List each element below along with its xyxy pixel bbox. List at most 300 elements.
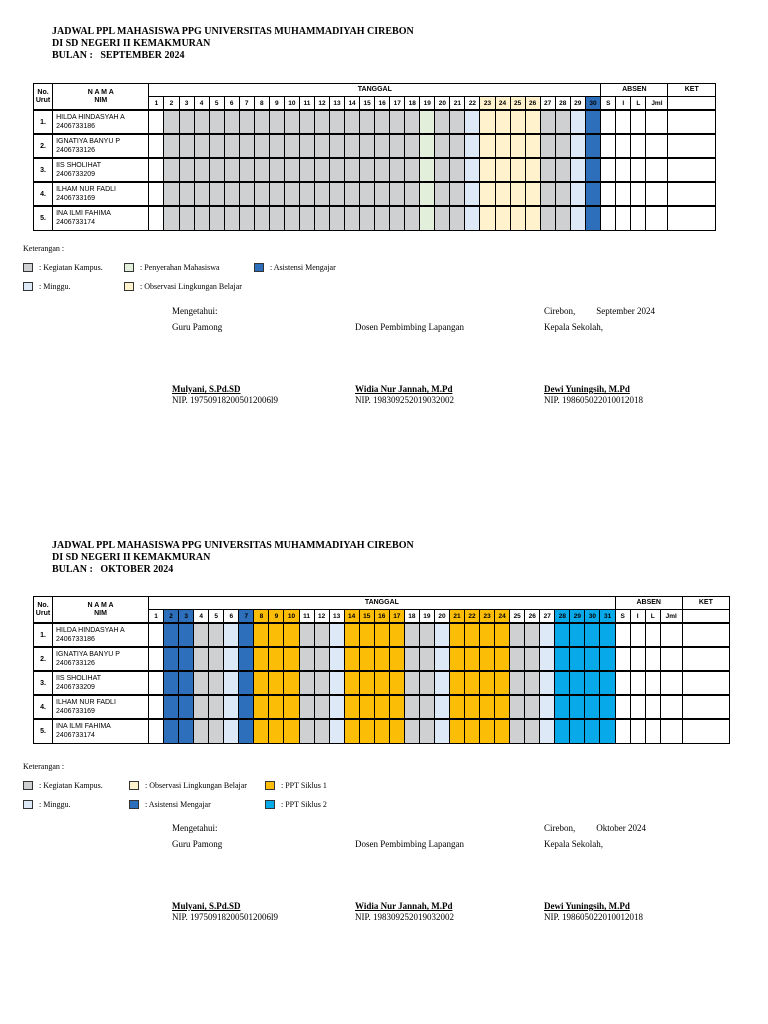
- day-cell[interactable]: [239, 647, 254, 671]
- day-cell[interactable]: [525, 182, 540, 206]
- day-cell[interactable]: [465, 158, 480, 182]
- day-cell[interactable]: [375, 110, 390, 134]
- day-cell[interactable]: [164, 719, 179, 743]
- day-cell[interactable]: [254, 206, 269, 230]
- day-cell[interactable]: [149, 158, 164, 182]
- day-cell[interactable]: [525, 158, 540, 182]
- day-cell[interactable]: [254, 695, 269, 719]
- day-cell[interactable]: [585, 158, 600, 182]
- day-cell[interactable]: [345, 110, 360, 134]
- day-cell[interactable]: [269, 647, 284, 671]
- absen-cell[interactable]: [646, 134, 668, 158]
- day-cell[interactable]: [359, 671, 374, 695]
- day-cell[interactable]: [329, 671, 344, 695]
- day-cell[interactable]: [239, 110, 254, 134]
- day-cell[interactable]: [164, 206, 179, 230]
- day-cell[interactable]: [209, 623, 224, 647]
- day-cell[interactable]: [239, 671, 254, 695]
- day-cell[interactable]: [224, 134, 239, 158]
- day-cell[interactable]: [585, 623, 600, 647]
- day-cell[interactable]: [390, 158, 405, 182]
- day-cell[interactable]: [239, 182, 254, 206]
- day-cell[interactable]: [540, 719, 555, 743]
- day-cell[interactable]: [434, 695, 449, 719]
- day-cell[interactable]: [585, 647, 600, 671]
- ket-cell[interactable]: [682, 671, 729, 695]
- absen-cell[interactable]: [645, 719, 660, 743]
- day-cell[interactable]: [419, 695, 434, 719]
- day-cell[interactable]: [510, 206, 525, 230]
- day-cell[interactable]: [540, 695, 555, 719]
- day-cell[interactable]: [299, 671, 314, 695]
- day-cell[interactable]: [390, 206, 405, 230]
- day-cell[interactable]: [495, 695, 510, 719]
- day-cell[interactable]: [404, 647, 419, 671]
- day-cell[interactable]: [450, 134, 465, 158]
- day-cell[interactable]: [495, 158, 510, 182]
- day-cell[interactable]: [419, 623, 434, 647]
- day-cell[interactable]: [540, 206, 555, 230]
- day-cell[interactable]: [540, 158, 555, 182]
- day-cell[interactable]: [465, 671, 480, 695]
- day-cell[interactable]: [269, 134, 284, 158]
- absen-cell[interactable]: [645, 695, 660, 719]
- day-cell[interactable]: [239, 134, 254, 158]
- day-cell[interactable]: [435, 158, 450, 182]
- day-cell[interactable]: [164, 182, 179, 206]
- day-cell[interactable]: [329, 110, 344, 134]
- day-cell[interactable]: [179, 647, 194, 671]
- absen-cell[interactable]: [601, 158, 616, 182]
- absen-cell[interactable]: [630, 695, 645, 719]
- ket-cell[interactable]: [682, 623, 729, 647]
- day-cell[interactable]: [404, 671, 419, 695]
- day-cell[interactable]: [224, 110, 239, 134]
- day-cell[interactable]: [540, 134, 555, 158]
- day-cell[interactable]: [449, 623, 464, 647]
- day-cell[interactable]: [510, 719, 525, 743]
- day-cell[interactable]: [254, 134, 269, 158]
- day-cell[interactable]: [480, 110, 495, 134]
- day-cell[interactable]: [209, 206, 224, 230]
- day-cell[interactable]: [344, 671, 359, 695]
- day-cell[interactable]: [299, 623, 314, 647]
- day-cell[interactable]: [600, 719, 615, 743]
- absen-cell[interactable]: [645, 647, 660, 671]
- day-cell[interactable]: [555, 182, 570, 206]
- day-cell[interactable]: [570, 134, 585, 158]
- day-cell[interactable]: [179, 695, 194, 719]
- day-cell[interactable]: [585, 110, 600, 134]
- absen-cell[interactable]: [615, 695, 630, 719]
- ket-cell[interactable]: [668, 182, 716, 206]
- day-cell[interactable]: [570, 695, 585, 719]
- day-cell[interactable]: [495, 182, 510, 206]
- day-cell[interactable]: [540, 110, 555, 134]
- day-cell[interactable]: [239, 623, 254, 647]
- day-cell[interactable]: [450, 158, 465, 182]
- day-cell[interactable]: [314, 623, 329, 647]
- day-cell[interactable]: [389, 647, 404, 671]
- absen-cell[interactable]: [660, 623, 682, 647]
- day-cell[interactable]: [224, 182, 239, 206]
- day-cell[interactable]: [480, 206, 495, 230]
- day-cell[interactable]: [510, 623, 525, 647]
- day-cell[interactable]: [375, 182, 390, 206]
- ket-cell[interactable]: [668, 206, 716, 230]
- day-cell[interactable]: [344, 647, 359, 671]
- day-cell[interactable]: [510, 134, 525, 158]
- day-cell[interactable]: [209, 695, 224, 719]
- day-cell[interactable]: [374, 671, 389, 695]
- day-cell[interactable]: [420, 134, 435, 158]
- day-cell[interactable]: [254, 182, 269, 206]
- day-cell[interactable]: [224, 623, 239, 647]
- day-cell[interactable]: [435, 110, 450, 134]
- day-cell[interactable]: [390, 134, 405, 158]
- day-cell[interactable]: [405, 134, 420, 158]
- day-cell[interactable]: [480, 719, 495, 743]
- day-cell[interactable]: [510, 182, 525, 206]
- day-cell[interactable]: [344, 623, 359, 647]
- day-cell[interactable]: [480, 134, 495, 158]
- day-cell[interactable]: [345, 182, 360, 206]
- day-cell[interactable]: [284, 623, 299, 647]
- day-cell[interactable]: [555, 110, 570, 134]
- day-cell[interactable]: [405, 206, 420, 230]
- day-cell[interactable]: [480, 158, 495, 182]
- absen-cell[interactable]: [646, 110, 668, 134]
- day-cell[interactable]: [465, 206, 480, 230]
- day-cell[interactable]: [209, 671, 224, 695]
- day-cell[interactable]: [570, 206, 585, 230]
- day-cell[interactable]: [449, 719, 464, 743]
- day-cell[interactable]: [495, 110, 510, 134]
- day-cell[interactable]: [345, 206, 360, 230]
- absen-cell[interactable]: [631, 206, 646, 230]
- day-cell[interactable]: [450, 182, 465, 206]
- day-cell[interactable]: [149, 134, 164, 158]
- day-cell[interactable]: [344, 719, 359, 743]
- absen-cell[interactable]: [646, 206, 668, 230]
- day-cell[interactable]: [239, 719, 254, 743]
- day-cell[interactable]: [149, 719, 164, 743]
- day-cell[interactable]: [404, 719, 419, 743]
- day-cell[interactable]: [314, 647, 329, 671]
- day-cell[interactable]: [329, 134, 344, 158]
- day-cell[interactable]: [329, 623, 344, 647]
- absen-cell[interactable]: [646, 158, 668, 182]
- day-cell[interactable]: [434, 719, 449, 743]
- day-cell[interactable]: [299, 134, 314, 158]
- day-cell[interactable]: [404, 695, 419, 719]
- day-cell[interactable]: [224, 671, 239, 695]
- day-cell[interactable]: [224, 647, 239, 671]
- day-cell[interactable]: [375, 134, 390, 158]
- day-cell[interactable]: [299, 647, 314, 671]
- ket-cell[interactable]: [668, 134, 716, 158]
- day-cell[interactable]: [419, 671, 434, 695]
- day-cell[interactable]: [374, 695, 389, 719]
- ket-cell[interactable]: [682, 719, 729, 743]
- day-cell[interactable]: [525, 110, 540, 134]
- ket-cell[interactable]: [668, 158, 716, 182]
- day-cell[interactable]: [239, 695, 254, 719]
- day-cell[interactable]: [360, 158, 375, 182]
- day-cell[interactable]: [179, 719, 194, 743]
- day-cell[interactable]: [420, 206, 435, 230]
- day-cell[interactable]: [555, 671, 570, 695]
- day-cell[interactable]: [585, 182, 600, 206]
- day-cell[interactable]: [465, 719, 480, 743]
- day-cell[interactable]: [600, 647, 615, 671]
- day-cell[interactable]: [434, 671, 449, 695]
- day-cell[interactable]: [194, 206, 209, 230]
- day-cell[interactable]: [269, 671, 284, 695]
- day-cell[interactable]: [149, 623, 164, 647]
- day-cell[interactable]: [269, 695, 284, 719]
- day-cell[interactable]: [540, 671, 555, 695]
- day-cell[interactable]: [224, 158, 239, 182]
- day-cell[interactable]: [450, 110, 465, 134]
- absen-cell[interactable]: [631, 134, 646, 158]
- day-cell[interactable]: [495, 647, 510, 671]
- day-cell[interactable]: [179, 623, 194, 647]
- day-cell[interactable]: [284, 182, 299, 206]
- day-cell[interactable]: [164, 671, 179, 695]
- day-cell[interactable]: [284, 206, 299, 230]
- day-cell[interactable]: [420, 110, 435, 134]
- day-cell[interactable]: [540, 182, 555, 206]
- day-cell[interactable]: [239, 206, 254, 230]
- day-cell[interactable]: [359, 695, 374, 719]
- day-cell[interactable]: [149, 671, 164, 695]
- absen-cell[interactable]: [660, 671, 682, 695]
- day-cell[interactable]: [480, 671, 495, 695]
- day-cell[interactable]: [420, 182, 435, 206]
- absen-cell[interactable]: [601, 206, 616, 230]
- day-cell[interactable]: [269, 719, 284, 743]
- day-cell[interactable]: [239, 158, 254, 182]
- absen-cell[interactable]: [631, 182, 646, 206]
- day-cell[interactable]: [570, 719, 585, 743]
- day-cell[interactable]: [194, 134, 209, 158]
- day-cell[interactable]: [179, 110, 194, 134]
- day-cell[interactable]: [420, 158, 435, 182]
- day-cell[interactable]: [345, 158, 360, 182]
- day-cell[interactable]: [600, 623, 615, 647]
- day-cell[interactable]: [600, 695, 615, 719]
- day-cell[interactable]: [435, 206, 450, 230]
- day-cell[interactable]: [360, 206, 375, 230]
- day-cell[interactable]: [284, 134, 299, 158]
- day-cell[interactable]: [359, 647, 374, 671]
- day-cell[interactable]: [314, 158, 329, 182]
- absen-cell[interactable]: [646, 182, 668, 206]
- day-cell[interactable]: [555, 206, 570, 230]
- ket-cell[interactable]: [682, 695, 729, 719]
- absen-cell[interactable]: [630, 719, 645, 743]
- day-cell[interactable]: [224, 695, 239, 719]
- day-cell[interactable]: [419, 719, 434, 743]
- day-cell[interactable]: [254, 719, 269, 743]
- day-cell[interactable]: [314, 206, 329, 230]
- day-cell[interactable]: [345, 134, 360, 158]
- day-cell[interactable]: [449, 647, 464, 671]
- day-cell[interactable]: [525, 206, 540, 230]
- day-cell[interactable]: [525, 623, 540, 647]
- day-cell[interactable]: [179, 158, 194, 182]
- day-cell[interactable]: [570, 182, 585, 206]
- day-cell[interactable]: [209, 158, 224, 182]
- day-cell[interactable]: [389, 695, 404, 719]
- day-cell[interactable]: [600, 671, 615, 695]
- day-cell[interactable]: [555, 158, 570, 182]
- day-cell[interactable]: [209, 110, 224, 134]
- absen-cell[interactable]: [601, 182, 616, 206]
- day-cell[interactable]: [284, 671, 299, 695]
- day-cell[interactable]: [389, 719, 404, 743]
- day-cell[interactable]: [314, 110, 329, 134]
- day-cell[interactable]: [284, 647, 299, 671]
- day-cell[interactable]: [299, 695, 314, 719]
- day-cell[interactable]: [434, 647, 449, 671]
- day-cell[interactable]: [164, 158, 179, 182]
- day-cell[interactable]: [194, 695, 209, 719]
- day-cell[interactable]: [284, 158, 299, 182]
- day-cell[interactable]: [329, 182, 344, 206]
- day-cell[interactable]: [360, 110, 375, 134]
- absen-cell[interactable]: [645, 623, 660, 647]
- day-cell[interactable]: [449, 695, 464, 719]
- day-cell[interactable]: [314, 671, 329, 695]
- day-cell[interactable]: [179, 206, 194, 230]
- absen-cell[interactable]: [645, 671, 660, 695]
- absen-cell[interactable]: [660, 695, 682, 719]
- day-cell[interactable]: [284, 695, 299, 719]
- day-cell[interactable]: [495, 134, 510, 158]
- day-cell[interactable]: [495, 206, 510, 230]
- day-cell[interactable]: [585, 134, 600, 158]
- day-cell[interactable]: [585, 719, 600, 743]
- day-cell[interactable]: [404, 623, 419, 647]
- day-cell[interactable]: [360, 182, 375, 206]
- day-cell[interactable]: [495, 671, 510, 695]
- day-cell[interactable]: [194, 158, 209, 182]
- day-cell[interactable]: [149, 695, 164, 719]
- day-cell[interactable]: [434, 623, 449, 647]
- day-cell[interactable]: [540, 623, 555, 647]
- day-cell[interactable]: [390, 110, 405, 134]
- day-cell[interactable]: [194, 719, 209, 743]
- day-cell[interactable]: [510, 695, 525, 719]
- day-cell[interactable]: [465, 623, 480, 647]
- day-cell[interactable]: [194, 671, 209, 695]
- day-cell[interactable]: [299, 206, 314, 230]
- day-cell[interactable]: [149, 206, 164, 230]
- absen-cell[interactable]: [660, 719, 682, 743]
- day-cell[interactable]: [555, 623, 570, 647]
- day-cell[interactable]: [480, 647, 495, 671]
- day-cell[interactable]: [360, 134, 375, 158]
- day-cell[interactable]: [254, 158, 269, 182]
- day-cell[interactable]: [149, 647, 164, 671]
- day-cell[interactable]: [450, 206, 465, 230]
- day-cell[interactable]: [449, 671, 464, 695]
- absen-cell[interactable]: [615, 647, 630, 671]
- day-cell[interactable]: [314, 134, 329, 158]
- day-cell[interactable]: [254, 671, 269, 695]
- day-cell[interactable]: [585, 206, 600, 230]
- day-cell[interactable]: [495, 719, 510, 743]
- day-cell[interactable]: [314, 695, 329, 719]
- day-cell[interactable]: [480, 695, 495, 719]
- day-cell[interactable]: [164, 134, 179, 158]
- day-cell[interactable]: [390, 182, 405, 206]
- day-cell[interactable]: [194, 110, 209, 134]
- day-cell[interactable]: [194, 182, 209, 206]
- day-cell[interactable]: [299, 158, 314, 182]
- day-cell[interactable]: [585, 671, 600, 695]
- day-cell[interactable]: [194, 623, 209, 647]
- day-cell[interactable]: [284, 719, 299, 743]
- absen-cell[interactable]: [616, 134, 631, 158]
- day-cell[interactable]: [389, 671, 404, 695]
- day-cell[interactable]: [525, 695, 540, 719]
- day-cell[interactable]: [465, 110, 480, 134]
- day-cell[interactable]: [570, 623, 585, 647]
- day-cell[interactable]: [269, 158, 284, 182]
- day-cell[interactable]: [555, 695, 570, 719]
- day-cell[interactable]: [299, 182, 314, 206]
- day-cell[interactable]: [510, 158, 525, 182]
- day-cell[interactable]: [570, 647, 585, 671]
- day-cell[interactable]: [465, 182, 480, 206]
- day-cell[interactable]: [435, 134, 450, 158]
- day-cell[interactable]: [359, 623, 374, 647]
- day-cell[interactable]: [164, 110, 179, 134]
- day-cell[interactable]: [329, 647, 344, 671]
- day-cell[interactable]: [209, 182, 224, 206]
- day-cell[interactable]: [375, 158, 390, 182]
- day-cell[interactable]: [374, 623, 389, 647]
- day-cell[interactable]: [465, 647, 480, 671]
- absen-cell[interactable]: [630, 647, 645, 671]
- day-cell[interactable]: [224, 719, 239, 743]
- day-cell[interactable]: [149, 182, 164, 206]
- day-cell[interactable]: [495, 623, 510, 647]
- day-cell[interactable]: [209, 647, 224, 671]
- day-cell[interactable]: [254, 623, 269, 647]
- day-cell[interactable]: [269, 182, 284, 206]
- absen-cell[interactable]: [616, 182, 631, 206]
- day-cell[interactable]: [179, 671, 194, 695]
- day-cell[interactable]: [480, 623, 495, 647]
- absen-cell[interactable]: [631, 158, 646, 182]
- day-cell[interactable]: [359, 719, 374, 743]
- day-cell[interactable]: [540, 647, 555, 671]
- day-cell[interactable]: [224, 206, 239, 230]
- day-cell[interactable]: [405, 110, 420, 134]
- absen-cell[interactable]: [616, 158, 631, 182]
- day-cell[interactable]: [555, 647, 570, 671]
- day-cell[interactable]: [555, 719, 570, 743]
- day-cell[interactable]: [164, 623, 179, 647]
- day-cell[interactable]: [435, 182, 450, 206]
- ket-cell[interactable]: [668, 110, 716, 134]
- day-cell[interactable]: [465, 695, 480, 719]
- day-cell[interactable]: [525, 719, 540, 743]
